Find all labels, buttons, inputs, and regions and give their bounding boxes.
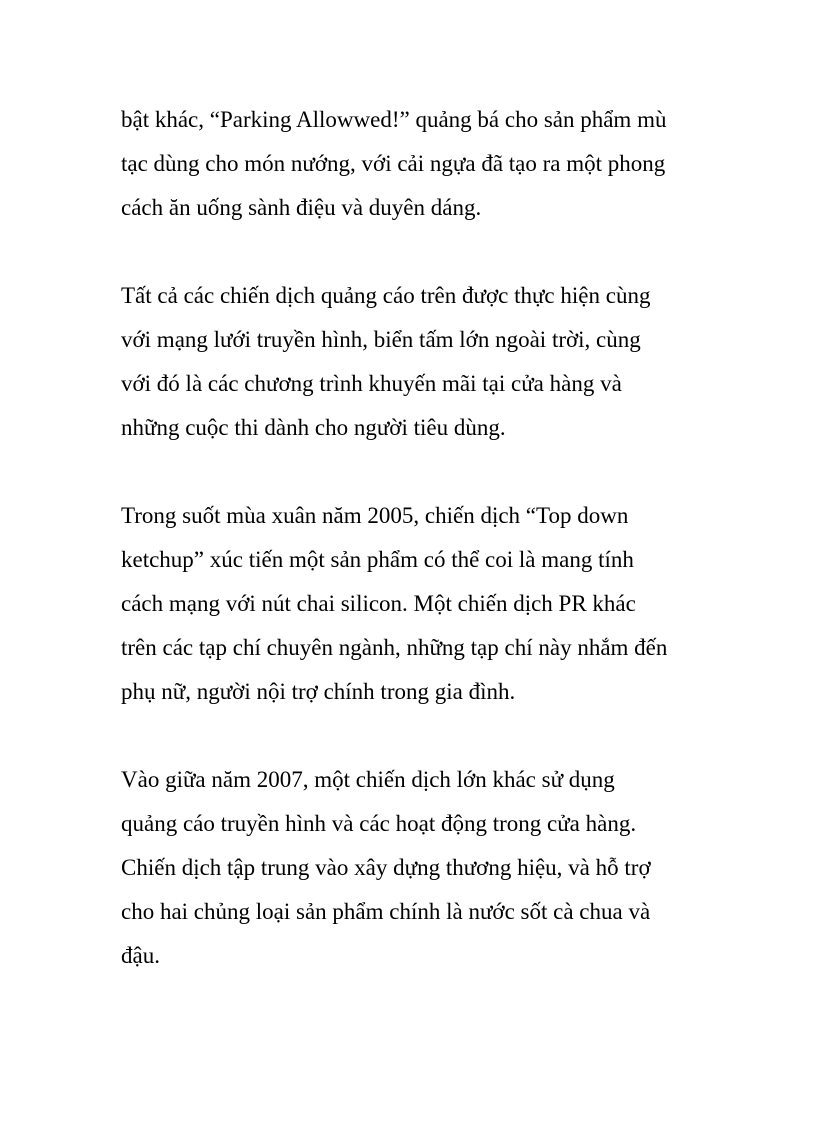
text-line: với đó là các chương trình khuyến mãi tại cửa hàng và — [121, 371, 622, 396]
text-line: đậu. — [121, 943, 160, 968]
text-line: Trong suốt mùa xuân năm 2005, chiến dịch “Top down — [121, 503, 629, 528]
text-line: Vào giữa năm 2007, một chiến dịch lớn khác sử dụng — [121, 767, 615, 792]
text-line: trên các tạp chí chuyên ngành, những tạp chí này nhắm đến — [121, 635, 668, 660]
text-line: những cuộc thi dành cho người tiêu dùng. — [121, 415, 506, 440]
body-text — [121, 98, 721, 1022]
text-line: Tất cả các chiến dịch quảng cáo trên được thực hiện cùng — [121, 283, 651, 308]
text-line: cách ăn uống sành điệu và duyên dáng. — [121, 195, 482, 220]
text-line: bật khác, “Parking Allowwed!” quảng bá cho sản phẩm mù — [121, 107, 667, 132]
paragraph-top-down-ketchup — [121, 494, 721, 714]
text-line: tạc dùng cho món nướng, với cải ngựa đã tạo ra một phong — [121, 151, 666, 176]
text-line: Chiến dịch tập trung vào xây dựng thương hiệu, và hỗ trợ — [121, 855, 651, 880]
text-line: quảng cáo truyền hình và các hoạt động trong cửa hàng. — [121, 811, 637, 836]
text-line: cho hai chủng loại sản phẩm chính là nước sốt cà chua và — [121, 899, 651, 924]
paragraph-campaign-channels — [121, 274, 721, 450]
paragraph-2007-campaign — [121, 758, 721, 978]
text-line: phụ nữ, người nội trợ chính trong gia đình. — [121, 679, 516, 704]
text-line: với mạng lưới truyền hình, biển tấm lớn ngoài trời, cùng — [121, 327, 641, 352]
paragraph-parking-allowed — [121, 98, 721, 230]
text-line: cách mạng với nút chai silicon. Một chiến dịch PR khác — [121, 591, 636, 616]
text-line: ketchup” xúc tiến một sản phẩm có thể coi là mang tính — [121, 547, 634, 572]
